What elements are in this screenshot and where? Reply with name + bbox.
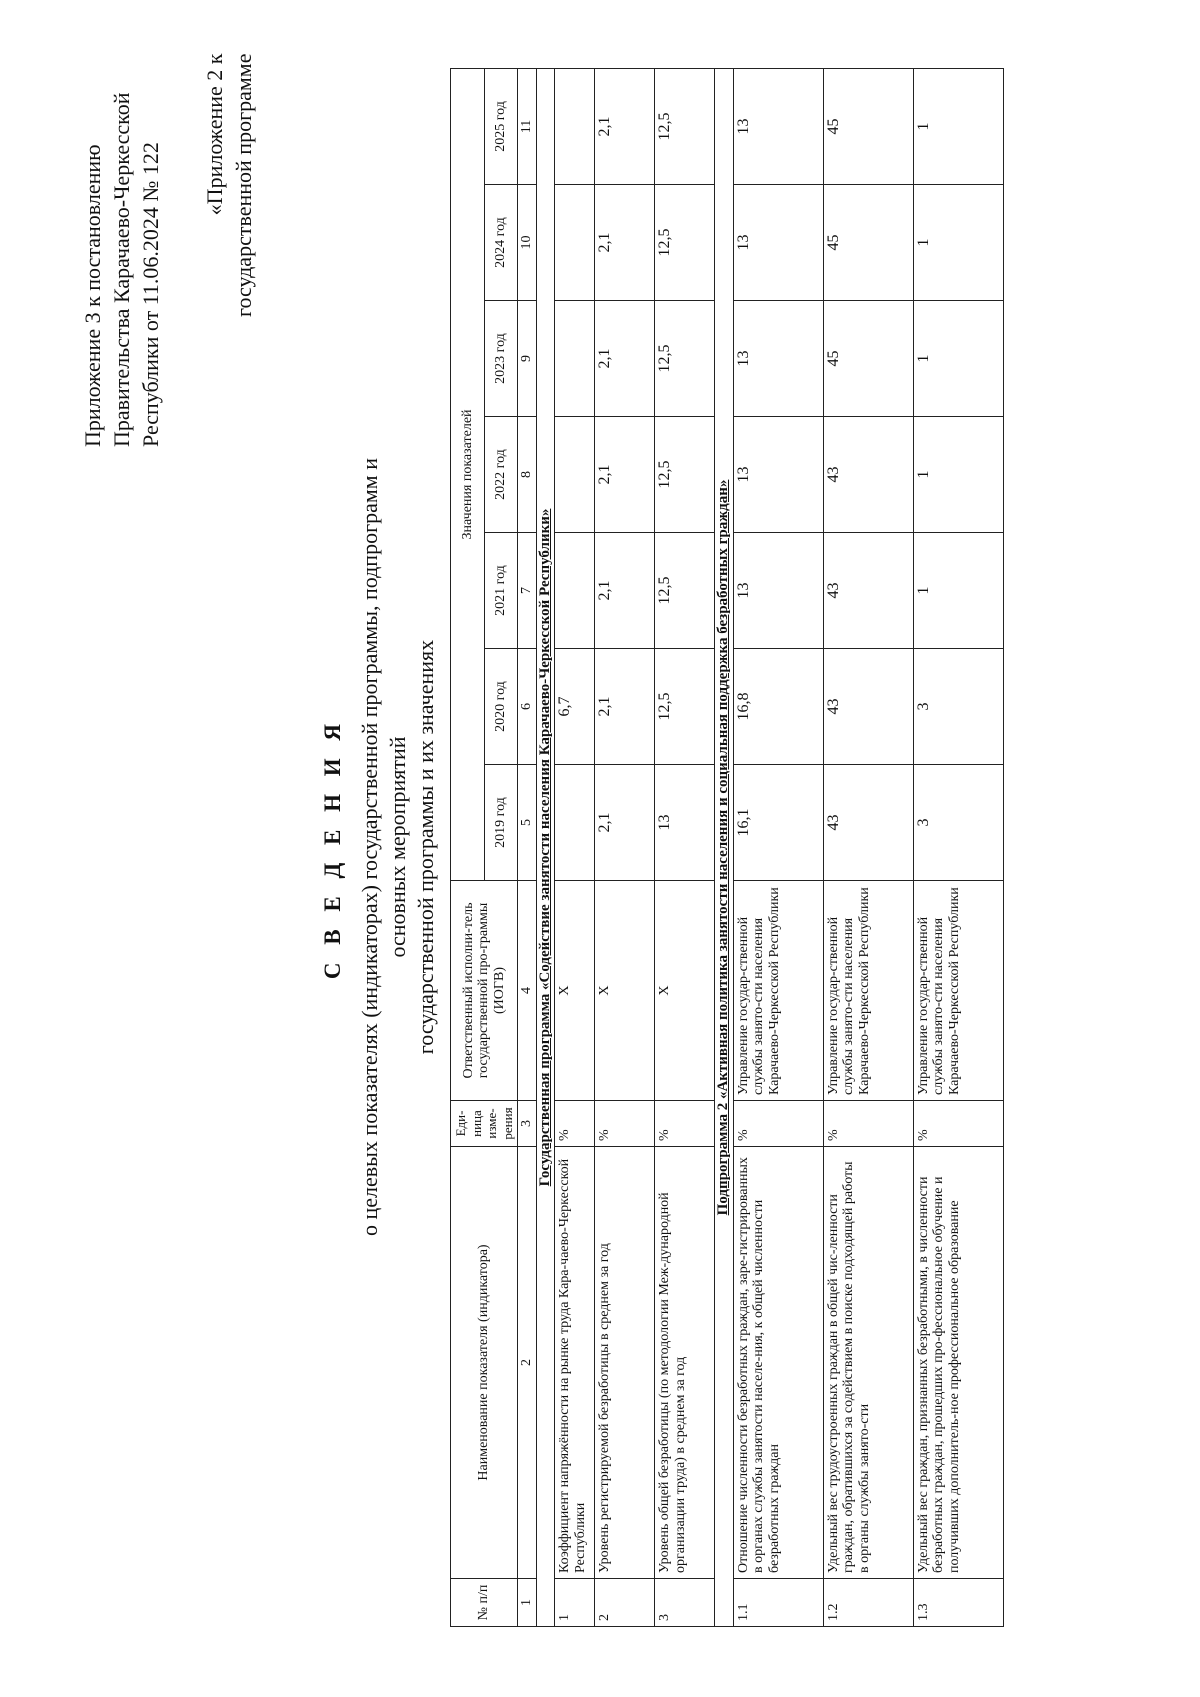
row-value: 16,1: [733, 765, 823, 881]
column-number: 9: [518, 301, 537, 417]
header-unit: Еди-ница изме-рения: [451, 1101, 518, 1147]
section-title: Подпрограмма 2 «Активная политика занятости населения и социальная поддержка безработных граждан»: [715, 68, 734, 1626]
row-value: [555, 185, 595, 301]
row-executor: Управление государ-ственной службы занято-сти населения Карачаево-Черкесской Республики: [913, 881, 1003, 1101]
column-number: 11: [518, 68, 537, 184]
row-num: 1.3: [913, 1579, 1003, 1627]
row-value: 2,1: [595, 533, 655, 649]
column-number: 4: [518, 881, 537, 1101]
row-value: 12,5: [655, 301, 715, 417]
row-value: 2,1: [595, 649, 655, 765]
row-value: 43: [823, 533, 913, 649]
column-number: 1: [518, 1579, 537, 1627]
row-value: 12,5: [655, 417, 715, 533]
table-row: [655, 68, 715, 1626]
row-value: 13: [733, 68, 823, 184]
row-name: Уровень общей безработицы (по методологии Меж-дународной организации труда) в среднем за год: [655, 1147, 715, 1579]
row-value: 13: [733, 417, 823, 533]
row-unit: %: [733, 1101, 823, 1147]
row-value: 45: [823, 301, 913, 417]
approval-line-1: Приложение 3 к постановлению: [80, 144, 105, 447]
row-value: 12,5: [655, 533, 715, 649]
row-value: 12,5: [655, 68, 715, 184]
row-executor: Х: [655, 881, 715, 1101]
row-unit: %: [555, 1101, 595, 1147]
row-value: 1: [913, 68, 1003, 184]
row-name: Отношение численности безработных граждан, заре-гистрированных в органах службы занятости населе-ния, к общей численности безработных граждан: [733, 1147, 823, 1579]
indicators-table: [450, 68, 1004, 1627]
row-executor: Управление государ-ственной службы занято-сти населения Карачаево-Черкесской Республики: [733, 881, 823, 1101]
row-unit: %: [595, 1101, 655, 1147]
previous-annex-line-2: государственной программе: [231, 53, 256, 317]
header-year: 2023 год: [484, 301, 518, 417]
row-value: 3: [913, 649, 1003, 765]
row-value: 12,5: [655, 185, 715, 301]
row-num: 1: [555, 1579, 595, 1627]
row-unit: %: [655, 1101, 715, 1147]
row-executor: Управление государ-ственной службы занято-сти населения Карачаево-Черкесской Республики: [823, 881, 913, 1101]
table-row: [555, 68, 595, 1626]
previous-annex-line-1: «Приложение 2 к: [202, 53, 227, 216]
row-value: 45: [823, 68, 913, 184]
row-value: 2,1: [595, 301, 655, 417]
document-title: С В Е Д Е Н И Я: [320, 717, 345, 980]
row-num: 3: [655, 1579, 715, 1627]
row-value: 6,7: [555, 649, 595, 765]
row-value: 43: [823, 765, 913, 881]
row-value: 13: [733, 185, 823, 301]
row-value: 1: [913, 533, 1003, 649]
section-header-row: [715, 68, 734, 1626]
subtitle-line-2: государственной программы и их значениях: [413, 639, 438, 1055]
row-value: 2,1: [595, 68, 655, 184]
header-year: 2021 год: [484, 533, 518, 649]
column-number: 2: [518, 1147, 537, 1579]
row-value: [555, 301, 595, 417]
header-year: 2024 год: [484, 185, 518, 301]
row-num: 1.1: [733, 1579, 823, 1627]
row-executor: Х: [595, 881, 655, 1101]
row-value: 13: [733, 533, 823, 649]
header-year: 2025 год: [484, 68, 518, 184]
row-value: [555, 765, 595, 881]
table-row: [823, 68, 913, 1626]
section-title: Государственная программа «Содействие занятости населения Карачаево-Черкесской Республики»: [536, 68, 555, 1626]
row-unit: %: [913, 1101, 1003, 1147]
row-num: 2: [595, 1579, 655, 1627]
previous-annex-reference: [200, 54, 258, 317]
row-value: 12,5: [655, 649, 715, 765]
approval-line-3: Республики от 11.06.2024 № 122: [138, 142, 163, 447]
row-value: [555, 417, 595, 533]
row-name: Удельный вес трудоустроенных граждан в общей чис-ленности граждан, обратившихся за содействием в поиске подходящей работы в органы службы занято-сти: [823, 1147, 913, 1579]
row-value: 43: [823, 417, 913, 533]
row-value: 2,1: [595, 765, 655, 881]
row-value: 2,1: [595, 417, 655, 533]
table-header-row-1: [451, 68, 485, 1626]
row-name: Уровень регистрируемой безработицы в среднем за год: [595, 1147, 655, 1579]
header-year: 2022 год: [484, 417, 518, 533]
column-numbers-row: [518, 68, 537, 1626]
row-value: 3: [913, 765, 1003, 881]
approval-line-2: Правительства Карачаево-Черкесской: [109, 92, 134, 447]
table-row: [913, 68, 1003, 1626]
document-subtitle: [356, 417, 440, 1277]
row-name: Удельный вес граждан, признанных безработными, в численности безработных граждан, прошедших про-фессиональное обучение и получивших дополнитель-ное профессиональное образование: [913, 1147, 1003, 1579]
header-num: № п/п: [451, 1579, 518, 1627]
row-name: Коэффициент напряжённости на рынке труда Кара-чаево-Черкесской Республики: [555, 1147, 595, 1579]
column-number: 3: [518, 1101, 537, 1147]
column-number: 10: [518, 185, 537, 301]
header-year: 2020 год: [484, 649, 518, 765]
row-value: 1: [913, 185, 1003, 301]
column-number: 8: [518, 417, 537, 533]
row-value: 1: [913, 301, 1003, 417]
row-value: 45: [823, 185, 913, 301]
table-row: [595, 68, 655, 1626]
subtitle-line-1: о целевых показателях (индикаторах) государственной программы, подпрограмм и основных мероприятий: [357, 458, 410, 1237]
table-row: [733, 68, 823, 1626]
row-num: 1.2: [823, 1579, 913, 1627]
row-unit: %: [823, 1101, 913, 1147]
row-value: 2,1: [595, 185, 655, 301]
approval-stamp: [78, 92, 165, 447]
row-value: 13: [655, 765, 715, 881]
row-value: [555, 533, 595, 649]
header-name: Наименование показателя (индикатора): [451, 1147, 518, 1579]
column-number: 5: [518, 765, 537, 881]
row-value: 16,8: [733, 649, 823, 765]
row-value: [555, 68, 595, 184]
header-year: 2019 год: [484, 765, 518, 881]
row-value: 43: [823, 649, 913, 765]
row-executor: Х: [555, 881, 595, 1101]
column-number: 7: [518, 533, 537, 649]
column-number: 6: [518, 649, 537, 765]
section-header-row: [536, 68, 555, 1626]
row-value: 13: [733, 301, 823, 417]
header-executor: Ответственный исполни-тель государственной про-граммы (ИОГВ): [451, 881, 518, 1101]
row-value: 1: [913, 417, 1003, 533]
header-values-group: Значения показателей: [451, 68, 485, 880]
